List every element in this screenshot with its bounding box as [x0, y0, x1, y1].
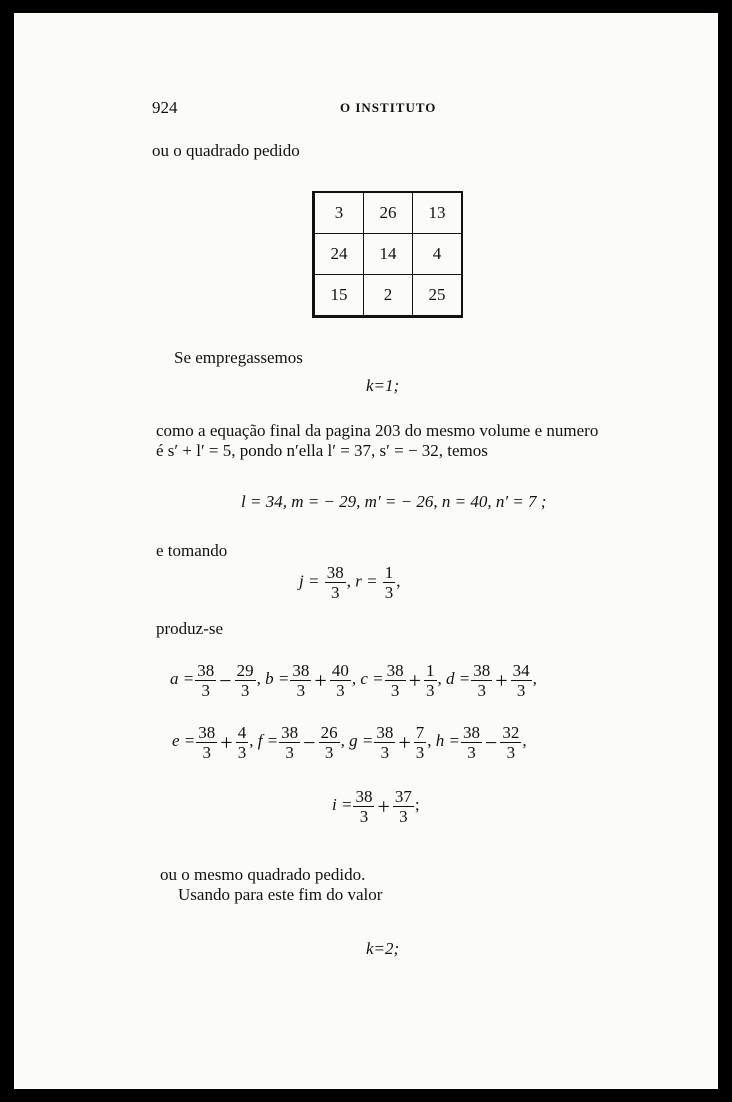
r-label: r =: [355, 571, 378, 591]
denominator: 3: [202, 743, 212, 762]
square-cell: 13: [413, 193, 462, 234]
fraction: [330, 661, 351, 700]
equation-b: [265, 661, 357, 700]
fraction: [461, 723, 482, 762]
operator: +: [398, 729, 411, 755]
operator: +: [377, 793, 390, 819]
equation-g: [349, 723, 432, 762]
book-page: [14, 13, 718, 1089]
fraction: [414, 723, 427, 762]
numerator: 38: [292, 661, 310, 680]
numerator: 40: [331, 661, 349, 680]
page-number: 924: [152, 98, 178, 117]
square-cell: 2: [364, 275, 413, 316]
intro-line: ou o quadrado pedido: [152, 141, 300, 160]
fraction: [319, 723, 340, 762]
numerator: 38: [355, 787, 373, 806]
square-cell: 26: [364, 193, 413, 234]
equation-a: [170, 661, 261, 700]
eq-label: c =: [360, 669, 384, 689]
como-line-2: é s′ + l′ = 5, pondo n′ella l′ = 37, s′ = − 32, temos: [156, 441, 488, 460]
eq-label: e =: [172, 731, 196, 751]
jr-equation: [299, 563, 401, 602]
j-den: 3: [330, 583, 340, 602]
eq-row-2: [172, 723, 527, 762]
operator: −: [219, 667, 232, 693]
r-num: 1: [384, 563, 394, 582]
numerator: 34: [512, 661, 530, 680]
eq-label: h =: [435, 731, 460, 751]
eq-end: ,: [532, 669, 537, 689]
numerator: 7: [415, 723, 425, 742]
como-line-1: como a equação final da pagina 203 do mesmo volume e numero: [156, 421, 599, 440]
operator: +: [314, 667, 327, 693]
j-fraction: [325, 563, 346, 602]
denominator: 3: [324, 743, 334, 762]
mesmo-quadrado-line: ou o mesmo quadrado pedido.: [160, 865, 366, 884]
numerator: 38: [197, 661, 215, 680]
eq-end: ,: [340, 731, 345, 751]
denominator: 3: [477, 681, 486, 700]
eq-label: b =: [265, 669, 290, 689]
fraction: [236, 723, 249, 762]
operator: +: [408, 667, 422, 693]
usando-line: Usando para este fim do valor: [178, 885, 383, 904]
operator: +: [220, 729, 233, 755]
e-tomando: e tomando: [156, 541, 228, 560]
eq-label: a =: [170, 669, 195, 689]
denominator: 3: [285, 743, 294, 762]
eq-row-1: [170, 661, 537, 700]
denominator: 3: [390, 681, 400, 700]
produz-se: produz-se: [156, 619, 224, 638]
lm-values-line: l = 34, m = − 29, m′ = − 26, n = 40, n′ = 7 ;: [241, 492, 547, 511]
denominator: 3: [336, 681, 345, 700]
operator: −: [484, 729, 498, 755]
equation-h: [435, 723, 527, 762]
numerator: 38: [281, 723, 299, 742]
fraction: [235, 661, 256, 700]
square-cell: 4: [413, 234, 462, 275]
eq-end: ,: [437, 669, 442, 689]
denominator: 3: [201, 681, 210, 700]
numerator: 38: [376, 723, 394, 742]
eq-label: g =: [349, 731, 374, 751]
numerator: 37: [394, 787, 412, 806]
j-num: 38: [326, 563, 344, 582]
fraction: [471, 661, 492, 700]
numerator: 29: [236, 661, 254, 680]
square-cell: 3: [315, 193, 364, 234]
j-label: j =: [299, 571, 320, 591]
fraction: [353, 787, 374, 826]
denominator: 3: [415, 743, 425, 762]
fraction: [374, 723, 395, 762]
fraction: [385, 661, 406, 700]
denominator: 3: [296, 681, 306, 700]
jr-sep: ,: [346, 571, 351, 591]
numerator: 38: [386, 661, 404, 680]
r-den: 3: [384, 583, 394, 602]
k-equals-2: k=2;: [366, 939, 400, 958]
square-row: [315, 275, 461, 316]
operator: −: [303, 729, 316, 755]
denominator: 3: [516, 681, 526, 700]
fraction: [393, 787, 414, 826]
fraction: [500, 723, 521, 762]
magic-square: [312, 191, 463, 318]
numerator: 38: [198, 723, 216, 742]
eq-end: ,: [522, 731, 527, 751]
numerator: 38: [462, 723, 480, 742]
operator: +: [495, 667, 508, 693]
running-title: O INSTITUTO: [340, 100, 437, 115]
denominator: 3: [399, 807, 408, 826]
equation-c: [360, 661, 442, 700]
square-cell: 14: [364, 234, 413, 275]
fraction: [196, 723, 217, 762]
denominator: 3: [237, 743, 247, 762]
eq-end: ;: [414, 795, 420, 815]
square-row: [315, 193, 461, 234]
fraction: [279, 723, 300, 762]
numerator: 26: [320, 723, 338, 742]
fraction: [290, 661, 311, 700]
equation-f: [257, 723, 345, 762]
fraction: [424, 661, 437, 700]
eq-end: ,: [249, 731, 254, 751]
denominator: 3: [426, 681, 435, 700]
equation-i: [332, 787, 420, 826]
square-row: [315, 234, 461, 275]
jr-end: ,: [396, 571, 401, 591]
eq-end: ,: [256, 669, 261, 689]
numerator: 32: [502, 723, 520, 742]
numerator: 38: [473, 661, 491, 680]
eq-label: d =: [446, 669, 471, 689]
eq-end: ,: [427, 731, 432, 751]
equation-d: [446, 661, 537, 700]
equation-e: [172, 723, 254, 762]
denominator: 3: [359, 807, 369, 826]
eq-label: f =: [257, 731, 279, 751]
k-equals-1: k=1;: [366, 376, 400, 395]
r-fraction: [383, 563, 396, 602]
eq-end: ,: [351, 669, 357, 689]
denominator: 3: [467, 743, 476, 762]
eq-row-3: [332, 787, 420, 826]
square-cell: 25: [413, 275, 462, 316]
fraction: [195, 661, 216, 700]
denominator: 3: [506, 743, 516, 762]
fraction: [511, 661, 532, 700]
denominator: 3: [240, 681, 250, 700]
se-empregassemos: Se empregassemos: [174, 348, 303, 367]
numerator: 1: [426, 661, 435, 680]
eq-label: i =: [332, 795, 353, 815]
square-cell: 15: [315, 275, 364, 316]
square-cell: 24: [315, 234, 364, 275]
denominator: 3: [380, 743, 390, 762]
numerator: 4: [237, 723, 247, 742]
